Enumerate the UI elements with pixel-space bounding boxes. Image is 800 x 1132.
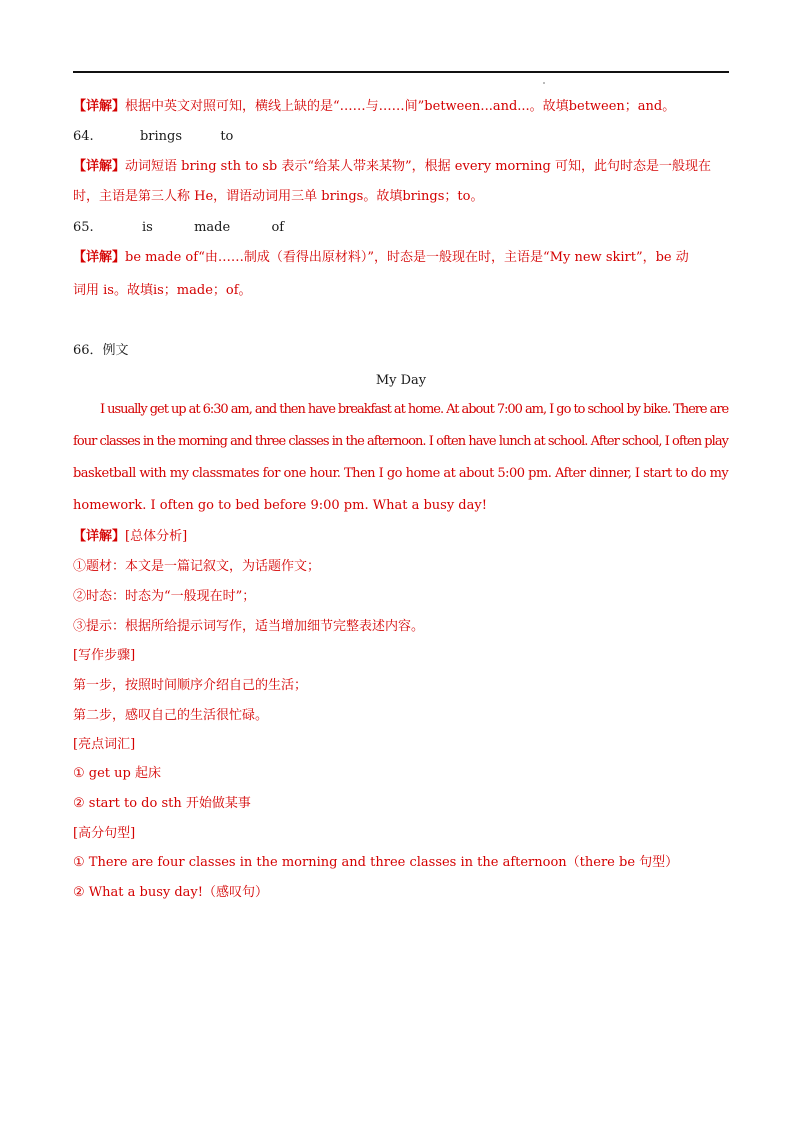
q64-answer-1: brings (139, 129, 183, 144)
q63-tag: 【详解】 (73, 99, 126, 114)
q65-text-1: be made of“由……制成（看得出原材料）”，时态是一般现在时，主语是“My new skirt”，be 动 (125, 250, 689, 265)
q66-tag: 【详解】 (73, 529, 126, 544)
step-1: 第一步，按照时间顺序介绍自己的生活； (73, 678, 308, 693)
header-dot (543, 82, 545, 84)
q64-explanation-line-2: 时，主语是第三人称 He，谓语动词用三单 brings。故填brings；to。 (73, 189, 484, 204)
essay-line-3: basketball with my classmates for one hour. Then I go home at about 5:00 pm. After dinner, I start to do my (73, 466, 729, 481)
header-rule (73, 71, 729, 73)
q64-text-1: 动词短语 bring sth to sb 表示“给某人带来某物”，根据 every morning 可知，此句时态是一般现在 (125, 159, 711, 174)
step-2: 第二步，感叹自己的生活很忙碌。 (73, 708, 269, 723)
q65-explanation-line-1 (73, 249, 729, 267)
sentence-1: ① There are four classes in the morning and three classes in the afternoon（there be 句型） (73, 855, 679, 870)
q63-explanation (73, 98, 729, 116)
q65-answer-1: is (141, 220, 153, 235)
essay-line-1: I usually get up at 6:30 am, and then have breakfast at home. At about 7:00 am, I go to school by bike. There are (100, 402, 729, 417)
q65-answer-3: of (271, 220, 285, 235)
essay-line-4: homework. I often go to bed before 9:00 pm. What a busy day! (73, 498, 487, 513)
q65-explanation-line-2: 词用 is。故填is；made；of。 (73, 283, 252, 298)
analysis-item-3: ③提示：根据所给提示词写作，适当增加细节完整表述内容。 (73, 619, 425, 634)
q64-answer-line (73, 128, 729, 146)
q64-number: 64. (73, 129, 94, 144)
q63-text: 根据中英文对照可知，横线上缺的是“……与……间”between...and...。故填between；and。 (125, 99, 676, 114)
q66-heading: 66．例文 (73, 343, 129, 358)
q65-tag: 【详解】 (73, 250, 126, 265)
analysis-item-1: ①题材：本文是一篇记叙文，为话题作文； (73, 559, 321, 574)
sentence-heading: [高分句型] (73, 826, 136, 841)
analysis-item-2: ②时态：时态为“一般现在时”； (73, 589, 256, 604)
q65-number: 65. (73, 220, 94, 235)
q64-tag: 【详解】 (73, 159, 126, 174)
essay-title: My Day (375, 373, 427, 388)
analysis-heading (73, 528, 729, 546)
vocab-heading: [亮点词汇] (73, 737, 136, 752)
vocab-1: ① get up 起床 (73, 766, 161, 781)
q64-explanation-line-1 (73, 158, 729, 176)
analysis-head: [总体分析] (125, 529, 188, 544)
q65-answer-line (73, 219, 729, 237)
steps-heading: [写作步骤] (73, 648, 136, 663)
q64-answer-2: to (220, 129, 234, 144)
sentence-2: ② What a busy day!（感叹句） (73, 885, 268, 900)
vocab-2: ② start to do sth 开始做某事 (73, 796, 251, 811)
q65-answer-2: made (194, 220, 231, 235)
essay-line-2: four classes in the morning and three classes in the afternoon. I often have lunch at school. After school, I often play (73, 434, 729, 449)
